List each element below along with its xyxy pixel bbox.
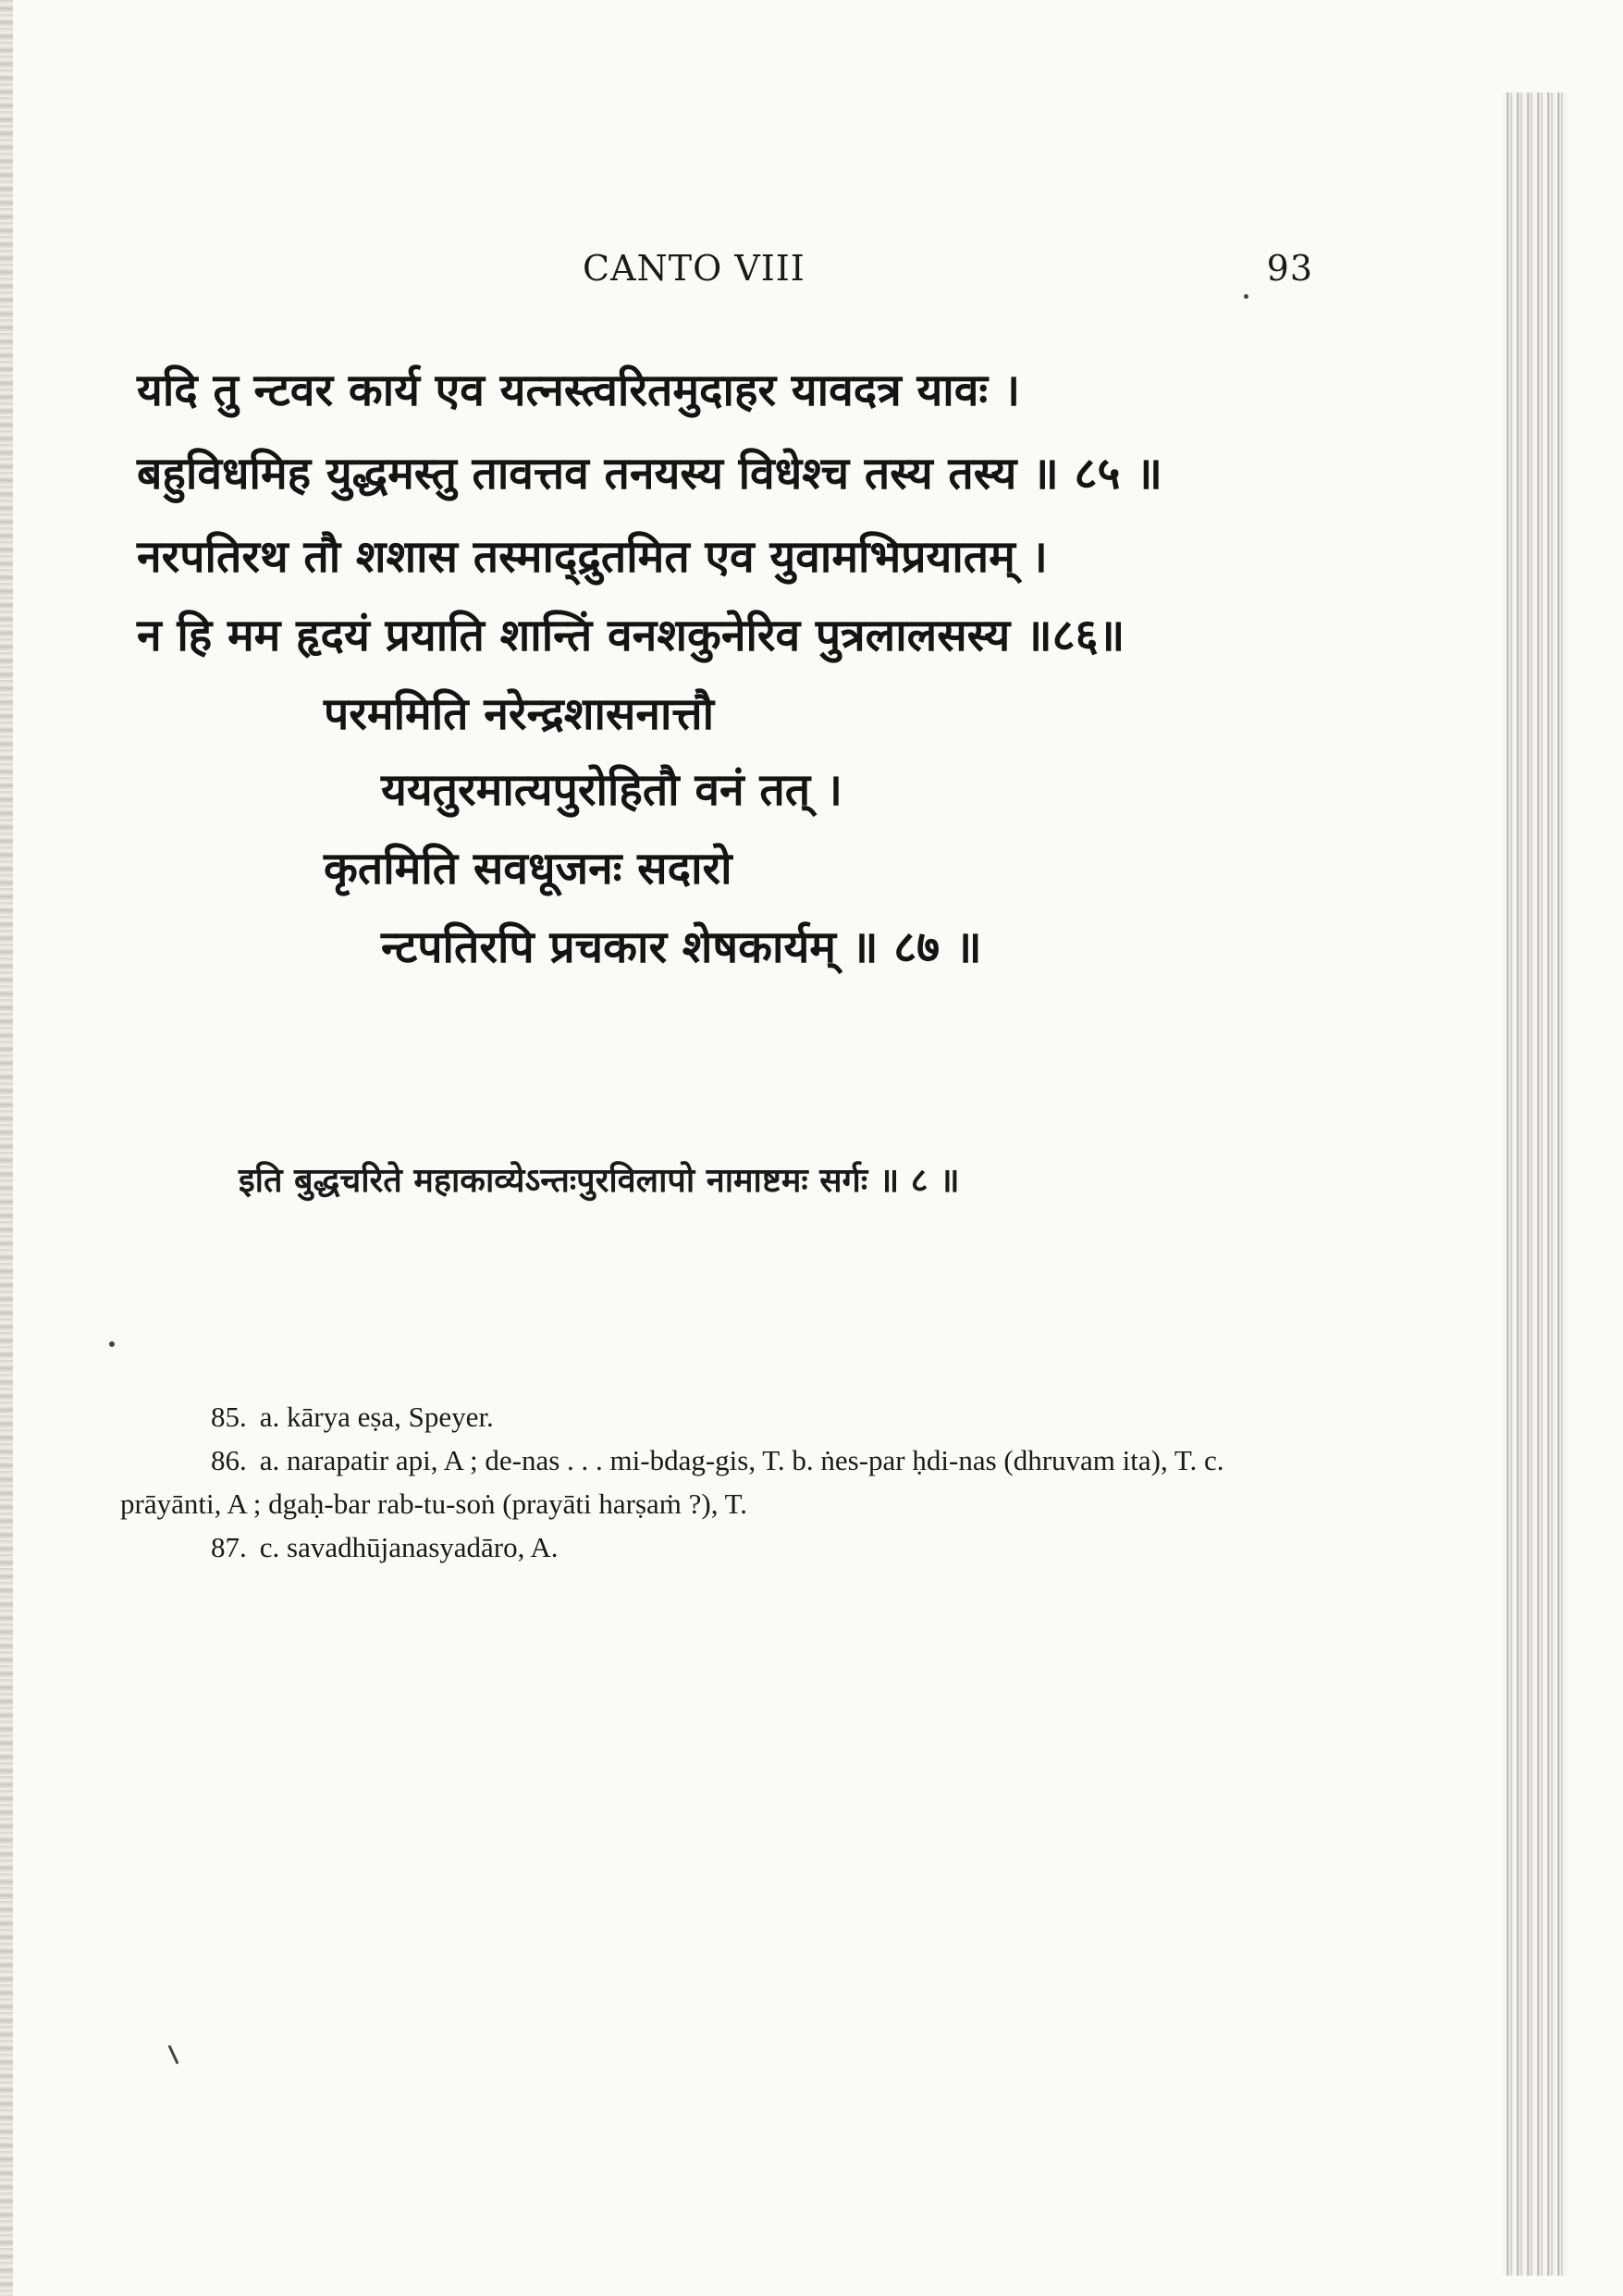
verse-85-line-a: यदि तु न्टवर कार्य एव यत्नस्त्वरितमुदाहर यावदत्र यावः ।: [137, 364, 1021, 416]
print-speck: [167, 2044, 178, 2064]
verse-87-line-c: कृतमिति सवधूजनः सदारो: [324, 843, 732, 895]
page-number: 93: [1266, 248, 1313, 289]
print-speck: [109, 1341, 115, 1347]
verse-86-line-a: नरपतिरथ तौ शशास तस्माद्द्रुतमित एव युवामभिप्रयातम् ।: [137, 531, 1048, 583]
page-edge-right: [1503, 93, 1568, 2276]
footnote-87: [120, 1525, 1322, 1569]
footnote-number: 86.: [211, 1444, 247, 1476]
verse-87-line-a: परममिति नरेन्द्रशासनात्तौ: [324, 688, 715, 740]
footnote-text: a. kārya eṣa, Speyer.: [259, 1401, 494, 1433]
footnote-text: c. savadhūjanasyadāro, A.: [259, 1531, 559, 1563]
footnote-text: a. narapatir api, A ; de-nas . . . mi-bdag-gis, T. b. ṅes-par ḥdi-nas (dhruvam ita), T. c. prāyānti, A ; dgaḥ-bar rab-tu-soṅ (prayāti harṣaṁ ?), T.: [120, 1444, 1224, 1520]
page-edge-left: [0, 0, 13, 2296]
verse-86-line-b: न हि मम हृदयं प्रयाति शान्तिं वनशकुनेरिव पुत्रलालसस्य ॥८६॥: [137, 610, 1125, 661]
running-header: [139, 248, 1313, 303]
footnote-number: 85.: [211, 1401, 247, 1433]
footnote-86: [120, 1438, 1322, 1525]
footnote-85: [120, 1395, 1322, 1438]
footnote-number: 87.: [211, 1531, 247, 1563]
canto-colophon: इति बुद्धचरिते महाकाव्येऽन्तःपुरविलापो नामाष्टमः सर्गः ॥ ८ ॥: [239, 1162, 960, 1200]
print-speck: [1244, 294, 1248, 299]
canto-title: CANTO VIII: [583, 248, 805, 289]
verse-87-line-d: न्टपतिरपि प्रचकार शेषकार्यम् ॥ ८७ ॥: [381, 921, 982, 973]
verse-87-line-b: ययतुरमात्यपुरोहितौ वनं तत् ।: [381, 764, 842, 816]
footnotes: [120, 1395, 1322, 1569]
verse-85-line-b: बहुविधमिह युद्धमस्तु तावत्तव तनयस्य विधेश्च तस्य तस्य ॥ ८५ ॥: [137, 448, 1162, 500]
